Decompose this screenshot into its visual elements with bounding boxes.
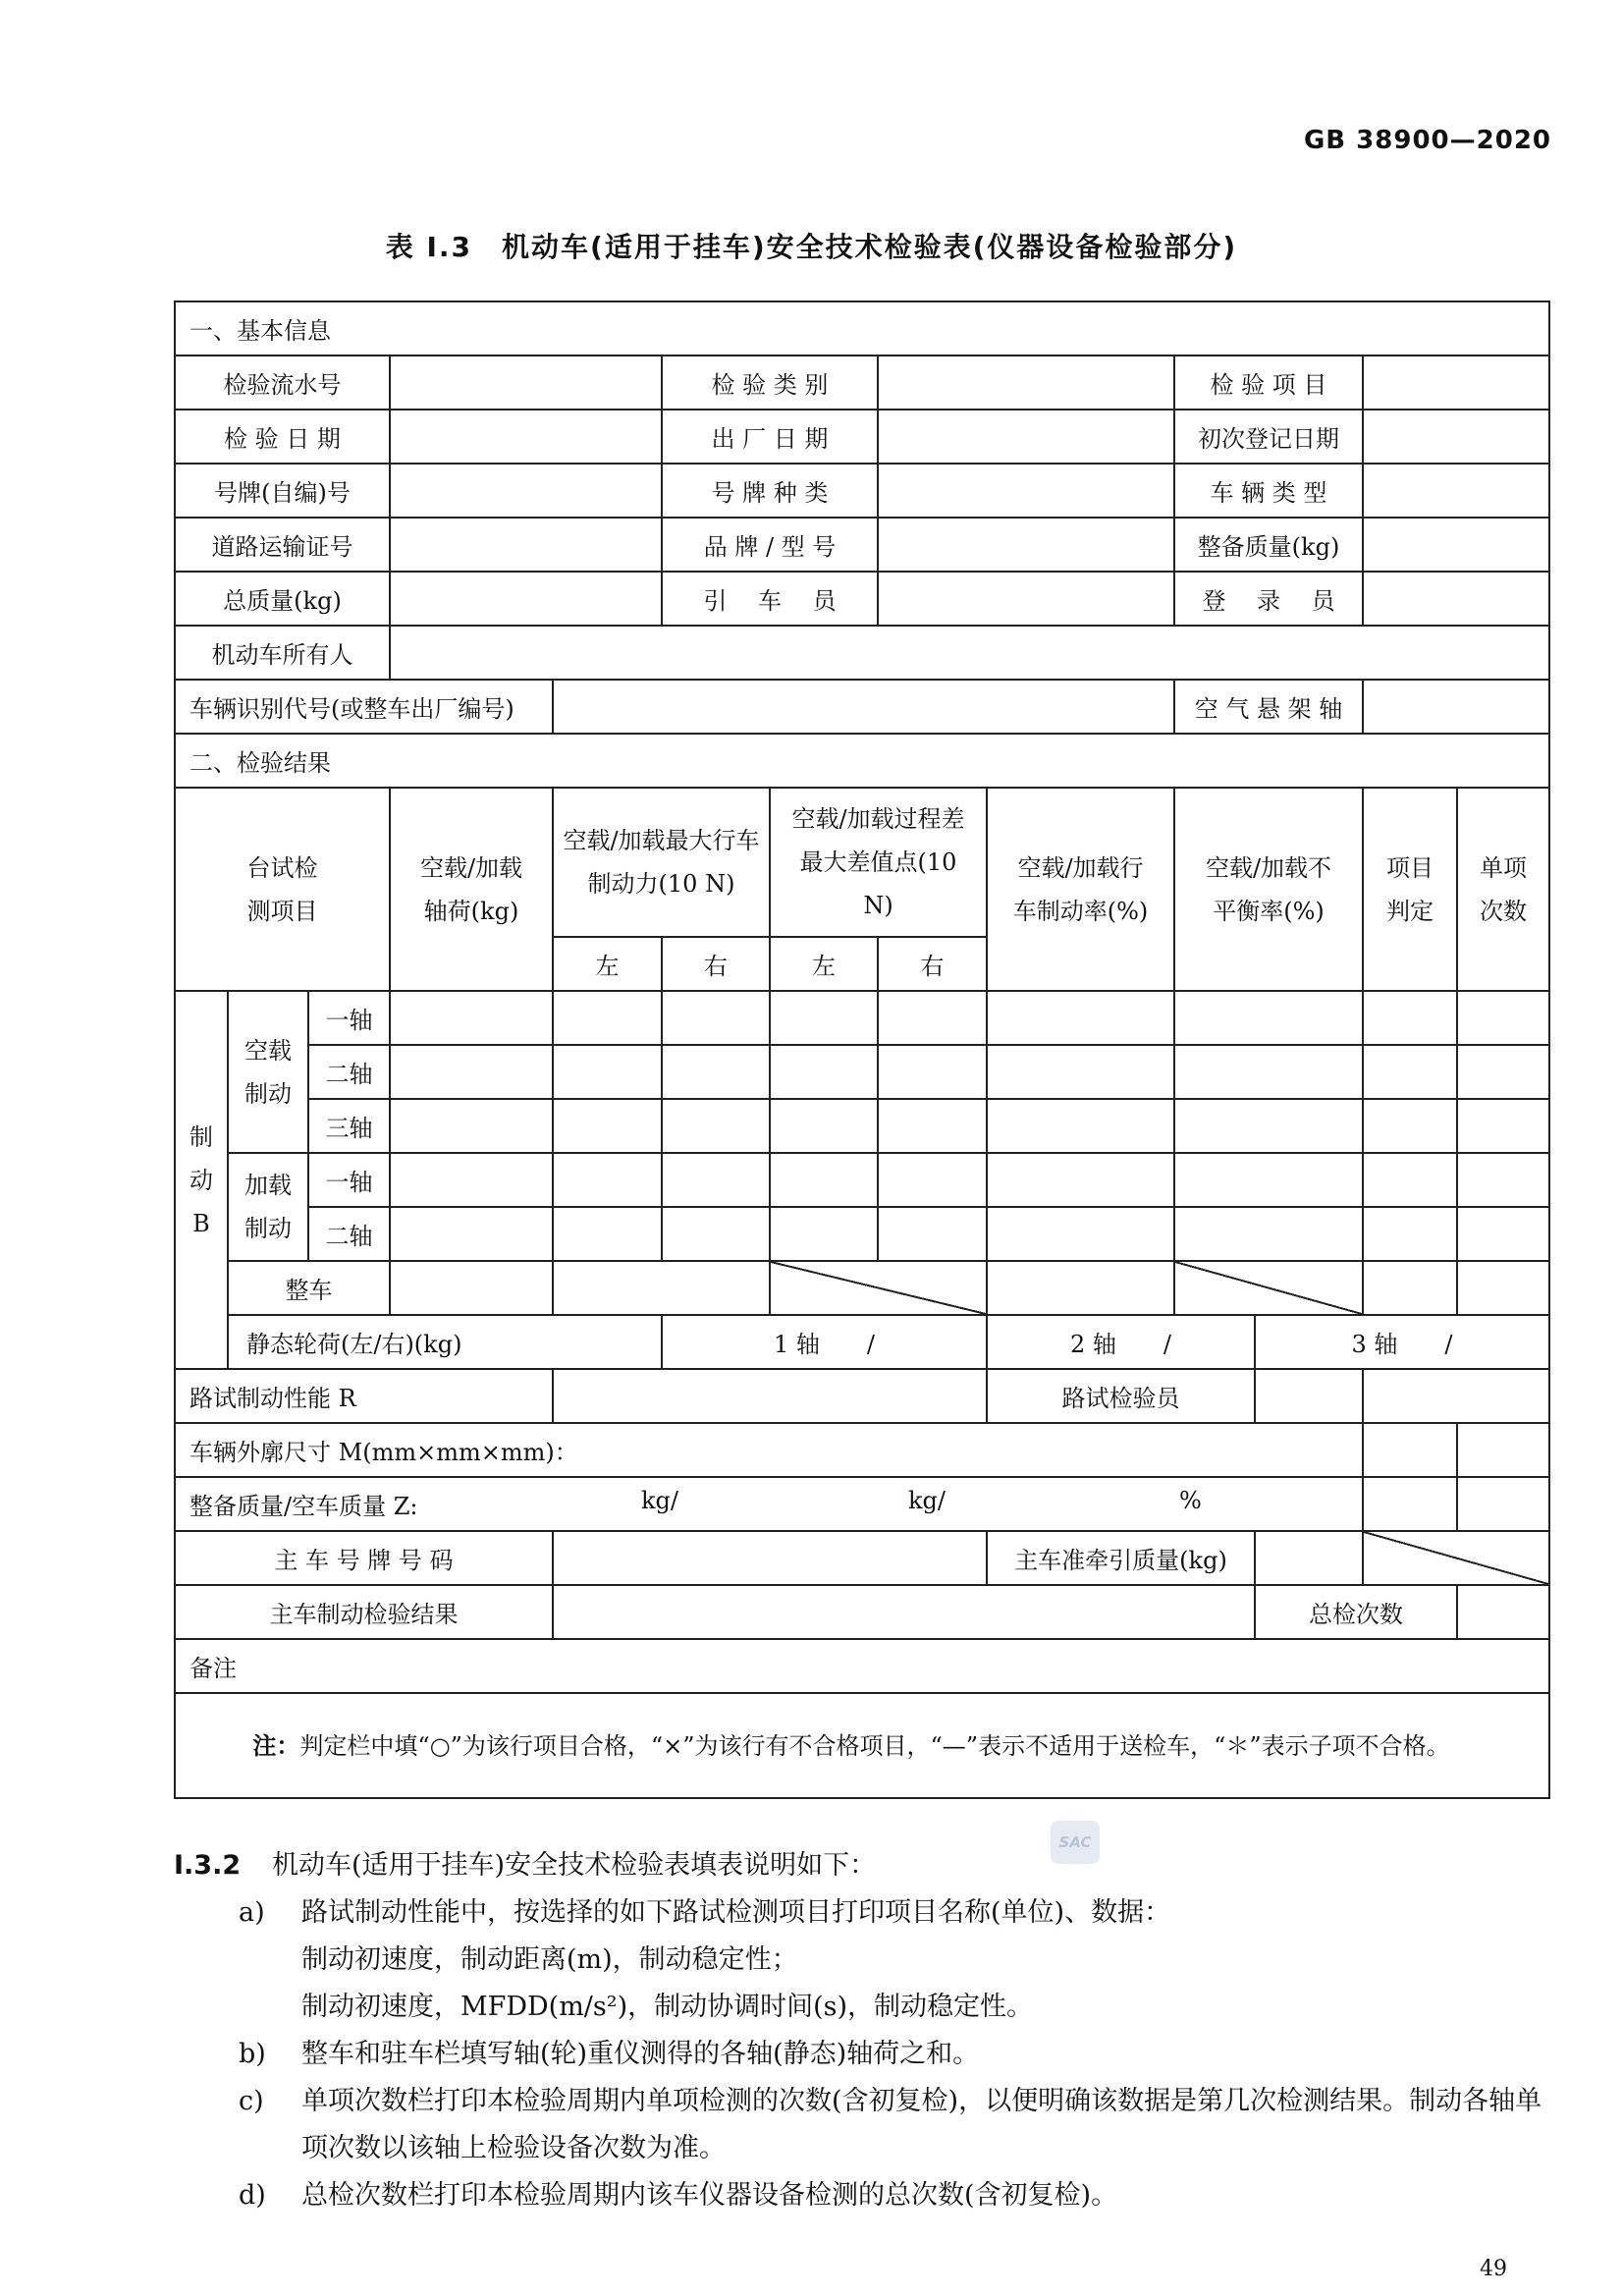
cell[interactable] [987, 1261, 1174, 1315]
instruction-d-text: 总检次数栏打印本检验周期内该车仪器设备检测的总次数(含初复检)。 [301, 2180, 1118, 2211]
cell[interactable] [1457, 1477, 1549, 1531]
date-label: 检 验 日 期 [175, 410, 390, 464]
cell[interactable] [1457, 1207, 1549, 1261]
vehicle-type-label: 车 辆 类 型 [1174, 464, 1363, 518]
cell[interactable] [987, 991, 1174, 1045]
air-suspension-field[interactable] [1363, 680, 1549, 734]
table-row [175, 410, 1549, 464]
vin-field[interactable] [553, 680, 1174, 734]
note-row [175, 1693, 1549, 1798]
table-row [175, 1153, 1549, 1207]
category-field[interactable] [878, 355, 1174, 410]
cell[interactable] [770, 1045, 878, 1099]
instructions-heading-text: 机动车(适用于挂车)安全技术检验表填表说明如下： [272, 1850, 877, 1881]
static-axle3[interactable]: 3 轴 / [1255, 1315, 1549, 1369]
instruction-a-1: 制动初速度，制动距离(m)，制动稳定性； [301, 1944, 798, 1975]
cell[interactable] [1457, 991, 1549, 1045]
cell[interactable] [662, 1099, 770, 1153]
table-row [175, 518, 1549, 572]
whole-vehicle-label: 整车 [228, 1261, 390, 1315]
brake-group-label: 制动B [175, 991, 228, 1369]
cell[interactable] [1363, 1261, 1457, 1315]
cell[interactable] [987, 1207, 1174, 1261]
vin-label: 车辆识别代号(或整车出厂编号) [175, 680, 553, 734]
mass-ratio-label: 整备质量/空车质量 Z: [189, 1493, 418, 1520]
cell[interactable] [770, 1153, 878, 1207]
table-row [175, 1045, 1549, 1099]
brand-model-label: 品 牌 / 型 号 [662, 518, 878, 572]
cell[interactable] [553, 1045, 662, 1099]
road-test-label: 路试制动性能 R [175, 1369, 553, 1423]
air-suspension-label: 空 气 悬 架 轴 [1174, 680, 1363, 734]
basic-info-title: 一、基本信息 [175, 301, 1549, 355]
empty-axle1-label: 一轴 [308, 991, 390, 1045]
cell[interactable] [1174, 1099, 1363, 1153]
results-column-header-row [175, 788, 1549, 937]
loaded-axle1-label: 一轴 [308, 1153, 390, 1207]
cell[interactable] [1363, 1477, 1457, 1531]
cell[interactable] [390, 1045, 553, 1099]
max-brake-left: 左 [553, 937, 662, 991]
item-label: 检 验 项 目 [1174, 355, 1363, 410]
inspection-form-table [174, 301, 1550, 1799]
instruction-c-text: 单项次数栏打印本检验周期内单项检测的次数(含初复检)，以便明确该数据是第几次检测结果。制动各轴单项次数以该轴上检验设备次数为准。 [301, 2086, 1542, 2163]
mass-unit-3: % [1179, 1487, 1202, 1514]
mass-unit-1: kg/ [641, 1487, 678, 1514]
cell[interactable] [390, 1207, 553, 1261]
owner-label: 机动车所有人 [175, 626, 390, 680]
cell[interactable] [1174, 1207, 1363, 1261]
table-caption: 表 I.3 机动车(适用于挂车)安全技术检验表(仪器设备检验部分) [385, 231, 1238, 263]
tractor-plate-label: 主 车 号 牌 号 码 [175, 1531, 553, 1585]
instructions-heading-number: I.3.2 [174, 1850, 242, 1881]
guide-driver-label: 引 车 员 [662, 572, 878, 626]
cell[interactable] [878, 991, 987, 1045]
cell[interactable] [1174, 1045, 1363, 1099]
col-max-diff: 空载/加载过程差最大差值点(10 N) [770, 788, 987, 937]
curb-mass-field[interactable] [1363, 518, 1549, 572]
instruction-b [174, 2031, 1548, 2078]
cell[interactable] [1457, 1423, 1549, 1477]
road-test-field[interactable] [553, 1369, 987, 1423]
static-axle2[interactable]: 2 轴 / [987, 1315, 1255, 1369]
instruction-a-text: 路试制动性能中，按选择的如下路试检测项目打印项目名称(单位)、数据： [301, 1897, 1171, 1928]
total-mass-field[interactable] [390, 572, 662, 626]
instruction-b-mark: b) [239, 2039, 266, 2069]
cell[interactable] [662, 1153, 770, 1207]
instruction-d [174, 2172, 1548, 2219]
brand-model-field[interactable] [878, 518, 1174, 572]
recorder-label: 登 录 员 [1174, 572, 1363, 626]
mass-unit-2: kg/ [908, 1487, 946, 1514]
cell[interactable] [1363, 1369, 1549, 1423]
diagonal-cell [1174, 1261, 1363, 1315]
serial-no-field[interactable] [390, 355, 662, 410]
cell[interactable] [390, 1261, 553, 1315]
category-label: 检 验 类 别 [662, 355, 878, 410]
tractor-plate-field[interactable] [553, 1531, 987, 1585]
page-number: 49 [1480, 2257, 1507, 2281]
col-max-brake: 空载/加载最大行车制动力(10 N) [553, 788, 770, 937]
table-row [175, 1531, 1549, 1585]
cell[interactable] [878, 1207, 987, 1261]
cell[interactable] [1363, 991, 1457, 1045]
table-row [175, 1585, 1549, 1639]
curb-mass-label: 整备质量(kg) [1174, 518, 1363, 572]
first-reg-date-field[interactable] [1363, 410, 1549, 464]
cell[interactable] [1363, 1207, 1457, 1261]
basic-info-header-row [175, 301, 1549, 355]
road-inspector-label: 路试检验员 [987, 1369, 1255, 1423]
instruction-b-text: 整车和驻车栏填写轴(轮)重仪测得的各轴(静态)轴荷之和。 [301, 2039, 980, 2069]
road-transport-cert-field[interactable] [390, 518, 662, 572]
cell[interactable] [390, 1099, 553, 1153]
col-axle-load: 空载/加载轴荷(kg) [390, 788, 553, 991]
max-diff-left: 左 [770, 937, 878, 991]
cell[interactable] [553, 991, 662, 1045]
col-test-item: 台试检测项目 [175, 788, 390, 991]
table-row [175, 1261, 1549, 1315]
static-axle1[interactable]: 1 轴 / [662, 1315, 987, 1369]
remarks-label: 备注 [175, 1639, 1549, 1693]
cell[interactable] [878, 1153, 987, 1207]
cell[interactable] [770, 1099, 878, 1153]
cell[interactable] [987, 1099, 1174, 1153]
cell[interactable] [553, 1153, 662, 1207]
cell[interactable] [553, 1261, 770, 1315]
cell[interactable] [1174, 991, 1363, 1045]
table-row [175, 1423, 1549, 1477]
instructions-heading [174, 1842, 1548, 1889]
sac-watermark: SAC [1051, 1821, 1100, 1864]
cell[interactable] [987, 1153, 1174, 1207]
col-count: 单项次数 [1457, 788, 1549, 991]
table-row [175, 991, 1549, 1045]
col-imbalance: 空载/加载不平衡率(%) [1174, 788, 1363, 991]
tractor-traction-mass-field[interactable] [1255, 1531, 1363, 1585]
cell[interactable] [878, 1099, 987, 1153]
results-header-row [175, 734, 1549, 788]
diagonal-cell [770, 1261, 987, 1315]
cell[interactable] [662, 1207, 770, 1261]
instruction-a [174, 1889, 1548, 1937]
note [175, 1693, 1549, 1798]
cell[interactable] [390, 1153, 553, 1207]
instructions [174, 1842, 1548, 2219]
cell[interactable] [553, 1207, 662, 1261]
cell[interactable] [390, 991, 553, 1045]
cell[interactable] [1457, 1099, 1549, 1153]
note-label: 注： [252, 1730, 300, 1760]
max-diff-right: 右 [878, 937, 987, 991]
item-field[interactable] [1363, 355, 1549, 410]
table-row [175, 1315, 1549, 1369]
cell[interactable] [1174, 1153, 1363, 1207]
table-row [175, 1369, 1549, 1423]
instruction-a-mark: a) [239, 1897, 265, 1928]
loaded-brake-label: 加载制动 [228, 1153, 308, 1261]
mass-ratio-row [175, 1477, 1363, 1531]
table-row [175, 680, 1549, 734]
plate-type-field[interactable] [878, 464, 1174, 518]
empty-brake-label: 空载制动 [228, 991, 308, 1153]
cell[interactable] [1457, 1153, 1549, 1207]
cell[interactable] [1363, 1045, 1457, 1099]
table-row [175, 626, 1549, 680]
cell[interactable] [770, 1207, 878, 1261]
cell[interactable] [1457, 1261, 1549, 1315]
cell[interactable] [770, 991, 878, 1045]
road-inspector-field[interactable] [1255, 1369, 1363, 1423]
date-field[interactable] [390, 410, 662, 464]
instruction-d-mark: d) [239, 2180, 266, 2211]
serial-no-label: 检验流水号 [175, 355, 390, 410]
empty-axle3-label: 三轴 [308, 1099, 390, 1153]
total-inspections-field[interactable] [1457, 1585, 1549, 1639]
col-brake-rate: 空载/加载行车制动率(%) [987, 788, 1174, 991]
instruction-c-mark: c) [239, 2086, 264, 2116]
owner-field[interactable] [390, 626, 1549, 680]
guide-driver-field[interactable] [878, 572, 1174, 626]
empty-axle2-label: 二轴 [308, 1045, 390, 1099]
cell[interactable] [1363, 1099, 1457, 1153]
plate-type-label: 号 牌 种 类 [662, 464, 878, 518]
first-reg-date-label: 初次登记日期 [1174, 410, 1363, 464]
results-title: 二、检验结果 [175, 734, 1549, 788]
standard-number: GB 38900—2020 [1303, 126, 1551, 155]
static-wheel-load-label: 静态轮荷(左/右)(kg) [228, 1315, 662, 1369]
cell[interactable] [1363, 1153, 1457, 1207]
tractor-traction-mass-label: 主车准牵引质量(kg) [987, 1531, 1255, 1585]
cell[interactable] [987, 1045, 1174, 1099]
cell[interactable] [878, 1045, 987, 1099]
factory-date-field[interactable] [878, 410, 1174, 464]
cell[interactable] [1363, 1423, 1457, 1477]
table-row [175, 355, 1549, 410]
max-brake-right: 右 [662, 937, 770, 991]
cell[interactable] [553, 1099, 662, 1153]
table-row [175, 572, 1549, 626]
table-row [175, 464, 1549, 518]
vehicle-type-field[interactable] [1363, 464, 1549, 518]
tractor-brake-result-label: 主车制动检验结果 [175, 1585, 553, 1639]
plate-no-label: 号牌(自编)号 [175, 464, 390, 518]
road-transport-cert-label: 道路运输证号 [175, 518, 390, 572]
instruction-c [174, 2078, 1548, 2172]
diagonal-cell [1363, 1531, 1549, 1585]
factory-date-label: 出 厂 日 期 [662, 410, 878, 464]
table-row [175, 1477, 1549, 1531]
total-inspections-label: 总检次数 [1255, 1585, 1457, 1639]
cell[interactable] [662, 991, 770, 1045]
table-row [175, 1639, 1549, 1693]
table-row [175, 1207, 1549, 1261]
loaded-axle2-label: 二轴 [308, 1207, 390, 1261]
instruction-a-2: 制动初速度，MFDD(m/s²)，制动协调时间(s)，制动稳定性。 [301, 1992, 1034, 2022]
total-mass-label: 总质量(kg) [175, 572, 390, 626]
cell[interactable] [662, 1045, 770, 1099]
col-judgement: 项目判定 [1363, 788, 1457, 991]
note-text: 判定栏中填“○”为该行项目合格，“×”为该行有不合格项目，“—”表示不适用于送检车，“＊”表示子项不合格。 [299, 1731, 1450, 1760]
recorder-field[interactable] [1363, 572, 1549, 626]
table-row [175, 1099, 1549, 1153]
tractor-brake-result-field[interactable] [553, 1585, 1255, 1639]
plate-no-field[interactable] [390, 464, 662, 518]
cell[interactable] [1457, 1045, 1549, 1099]
dimensions-label: 车辆外廓尺寸 M(mm×mm×mm)： [175, 1423, 1363, 1477]
